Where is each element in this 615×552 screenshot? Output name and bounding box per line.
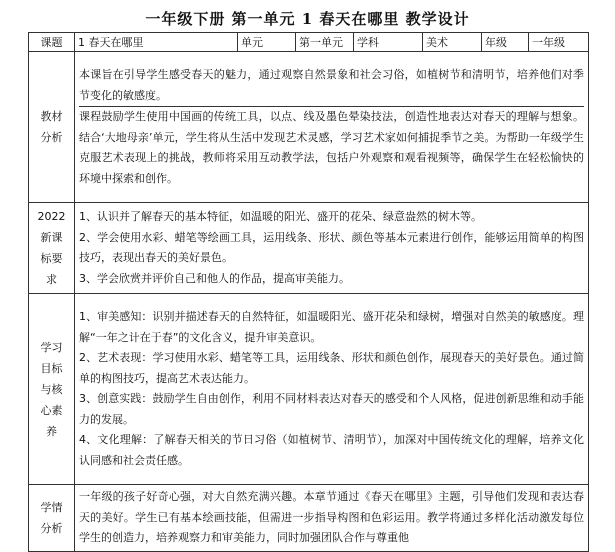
grade-label: 年级 xyxy=(482,33,529,52)
unit-label: 单元 xyxy=(238,33,296,52)
textbook-paragraph: 课程鼓励学生使用中国画的传统工具，以点、线及墨色晕染技法，创造性地表达对春天的理解与想象。结合‘大地母亲’单元，学生将从生活中发现艺术灵感，学习艺术家如何捕捉季节之美。为帮助一年级学生克服艺术表现上的挑战，教师将采用互动教学法，包括户外观察和观看视频等，确保学生在轻松愉快的环境中探索和创作。 xyxy=(79,110,584,185)
lesson-value: 1 春天在哪里 xyxy=(75,33,238,52)
unit-value: 第一单元 xyxy=(296,33,354,52)
textbook-analysis-row xyxy=(29,52,589,203)
standards-item: 1、认识并了解春天的基本特征，如温暖的阳光、盛开的花朵、绿意盎然的树木等。 xyxy=(79,210,482,223)
textbook-analysis-content xyxy=(75,52,589,203)
learner-analysis-content xyxy=(75,485,589,552)
textbook-paragraph: 本课旨在引导学生感受春天的魅力，通过观察自然景象和社会习俗，如植树节和清明节，培养他们对季节变化的敏感度。 xyxy=(79,65,584,107)
goals-item: 4、文化理解：了解春天相关的节日习俗（如植树节、清明节），加深对中国传统文化的理解，培养文化认同感和社会责任感。 xyxy=(79,433,584,467)
lesson-plan-table xyxy=(28,32,589,552)
goals-item: 3、创意实践：鼓励学生自由创作，利用不同材料表达对春天的感受和个人风格，促进创新思维和动手能力的发展。 xyxy=(79,392,584,426)
standards-row xyxy=(29,203,589,294)
grade-value: 一年级 xyxy=(529,33,589,52)
standards-label: 2022 新课 标要 求 xyxy=(29,203,75,294)
standards-item: 3、学会欣赏并评价自己和他人的作品，提高审美能力。 xyxy=(79,271,350,285)
lesson-label: 课题 xyxy=(29,33,75,52)
learner-analysis-label: 学情 分析 xyxy=(29,485,75,552)
learner-analysis-text: 一年级的孩子好奇心强，对大自然充满兴趣。本章节通过《春天在哪里》主题，引导他们发现和表达春天的美好。学生已有基本绘画技能，但需进一步指导构图和色彩运用。教学将通过多样化活动激发每位学生的创造力，培养观察力和审美能力，同时加强团队合作与尊重他 xyxy=(79,490,584,545)
standards-item: 2、学会使用水彩、蜡笔等绘画工具，运用线条、形状、颜色等基本元素进行创作，能够运用简单的构图技巧，表现出春天的美好景色。 xyxy=(79,230,584,264)
goals-item: 2、艺术表现：学习使用水彩、蜡笔等工具，运用线条、形状和颜色创作，展现春天的美好景色。通过简单的构图技巧，提高艺术表达能力。 xyxy=(79,351,584,385)
standards-content xyxy=(75,203,589,294)
subject-value: 美术 xyxy=(423,33,482,52)
learner-analysis-row xyxy=(29,485,589,552)
document-title: 一年级下册 第一单元 1 春天在哪里 教学设计 xyxy=(145,10,470,28)
goals-content xyxy=(75,294,589,485)
goals-row xyxy=(29,294,589,485)
goals-label: 学习 目标 与核 心素 养 xyxy=(29,294,75,485)
textbook-analysis-label: 教材 分析 xyxy=(29,52,75,203)
goals-item: 1、审美感知：识别并描述春天的自然特征，如温暖阳光、盛开花朵和绿树，增强对自然美的敏感度。理解“一年之计在于春”的文化含义，提升审美意识。 xyxy=(79,310,584,344)
subject-label: 学科 xyxy=(354,33,423,52)
header-row xyxy=(29,33,589,52)
